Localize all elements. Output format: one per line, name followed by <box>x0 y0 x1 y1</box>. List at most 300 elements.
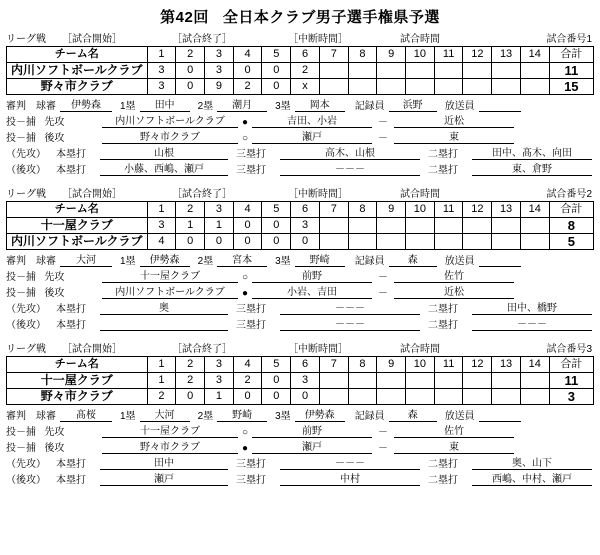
inning-score: 0 <box>262 63 291 79</box>
inning-score: 0 <box>176 234 205 250</box>
triple-label: 三塁打 <box>236 320 266 331</box>
inning-score: 3 <box>147 218 176 234</box>
inning-score <box>463 63 492 79</box>
catcher-name: 近松 <box>394 283 514 299</box>
battery-label: 投－捕 先攻 <box>6 272 65 283</box>
col-inning-2: 2 <box>176 202 205 218</box>
triple-value: －－－ <box>280 160 420 176</box>
base3-value: 野崎 <box>295 251 345 267</box>
inning-score <box>463 389 492 405</box>
battery-dash: － <box>378 117 388 128</box>
col-inning-7: 7 <box>319 202 348 218</box>
hits-row-first-1 <box>6 144 594 160</box>
triple-value: －－－ <box>280 454 420 470</box>
scorer-label: 記録員 <box>354 411 385 422</box>
stop-time-label: ［中断時間］ <box>288 344 348 355</box>
col-inning-10: 10 <box>406 357 435 373</box>
col-inning-3: 3 <box>205 47 234 63</box>
triple-label: 三塁打 <box>236 304 266 315</box>
inning-score: 3 <box>291 373 320 389</box>
inning-score: 3 <box>147 79 176 95</box>
col-inning-3: 3 <box>205 202 234 218</box>
inning-score: 0 <box>205 234 234 250</box>
homerun-value: 奥 <box>100 299 228 315</box>
inning-score: 0 <box>176 389 205 405</box>
homerun-value: 山根 <box>100 144 228 160</box>
inning-score <box>463 79 492 95</box>
battery-row-second-1 <box>6 128 594 144</box>
catcher-name: 近松 <box>394 112 514 128</box>
team-name: 十一屋クラブ <box>7 373 148 389</box>
inning-score: 0 <box>262 389 291 405</box>
inning-score: 0 <box>262 218 291 234</box>
inning-score: 2 <box>291 63 320 79</box>
inning-score <box>492 234 521 250</box>
battery-mark: ● <box>241 117 249 128</box>
battery-mark: ○ <box>241 272 249 283</box>
battery-dash: － <box>378 272 388 283</box>
col-inning-11: 11 <box>434 47 463 63</box>
col-inning-12: 12 <box>463 47 492 63</box>
col-inning-13: 13 <box>492 202 521 218</box>
game-block-1 <box>6 31 594 176</box>
battery-team: 十一屋クラブ <box>102 267 238 283</box>
col-inning-11: 11 <box>434 202 463 218</box>
battery-team: 十一屋クラブ <box>102 422 238 438</box>
inning-score <box>377 218 406 234</box>
inning-score: 3 <box>205 373 234 389</box>
umpire-label: 審判 <box>6 101 26 112</box>
battery-mark: ○ <box>241 133 249 144</box>
homerun-label: 本塁打 <box>56 304 86 315</box>
inning-score <box>492 373 521 389</box>
base1-value: 大河 <box>140 406 190 422</box>
table-header-row <box>7 47 594 63</box>
league-label: リーグ戦 <box>6 344 46 355</box>
inning-score: 2 <box>233 79 262 95</box>
double-value: 東、倉野 <box>472 160 592 176</box>
broadcast-label: 放送員 <box>444 101 475 112</box>
inning-score <box>377 234 406 250</box>
homerun-value: 田中 <box>100 454 228 470</box>
col-inning-10: 10 <box>406 47 435 63</box>
triple-value: 中村 <box>280 470 420 486</box>
game-header-2 <box>6 186 594 200</box>
col-inning-2: 2 <box>176 357 205 373</box>
pitcher-name: 前野 <box>252 422 372 438</box>
hits-row-second-2 <box>6 315 594 331</box>
team-name: 野々市クラブ <box>7 79 148 95</box>
battery-dash: － <box>378 427 388 438</box>
ball-umpire-label: 球審 <box>36 101 56 112</box>
battery-team: 野々市クラブ <box>102 128 238 144</box>
ball-umpire-value: 髙桜 <box>60 406 112 422</box>
inning-score <box>348 234 377 250</box>
start-time-label: ［試合開始］ <box>62 189 122 200</box>
col-inning-8: 8 <box>348 357 377 373</box>
double-label: 二塁打 <box>428 459 458 470</box>
col-inning-1: 1 <box>147 47 176 63</box>
col-inning-5: 5 <box>262 202 291 218</box>
battery-team: 野々市クラブ <box>102 438 238 454</box>
col-team-name: チーム名 <box>7 47 148 63</box>
battery-dash: － <box>378 288 388 299</box>
inning-score <box>406 79 435 95</box>
total-score: 8 <box>549 218 593 234</box>
start-time-label: ［試合開始］ <box>62 344 122 355</box>
total-score: 5 <box>549 234 593 250</box>
col-inning-1: 1 <box>147 202 176 218</box>
col-inning-5: 5 <box>262 47 291 63</box>
catcher-name: 東 <box>394 128 514 144</box>
double-label: 二塁打 <box>428 320 458 331</box>
base2-label: 2塁 <box>197 101 214 112</box>
inning-score: 0 <box>176 79 205 95</box>
inning-score: 2 <box>147 389 176 405</box>
base1-label: 1塁 <box>120 411 136 422</box>
game-header-1 <box>6 31 594 45</box>
inning-score <box>434 373 463 389</box>
col-inning-4: 4 <box>233 202 262 218</box>
officials-row-2 <box>6 251 594 267</box>
inning-score <box>319 79 348 95</box>
stop-time-label: ［中断時間］ <box>288 189 348 200</box>
catcher-name: 東 <box>394 438 514 454</box>
inning-score: 0 <box>233 63 262 79</box>
hits-row-first-2 <box>6 299 594 315</box>
base3-label: 3塁 <box>275 411 291 422</box>
battery-row-first-1 <box>6 112 594 128</box>
col-inning-11: 11 <box>434 357 463 373</box>
officials-row-1 <box>6 96 594 112</box>
hits-side: （後攻） <box>6 320 46 331</box>
scorer-value: 森 <box>389 251 437 267</box>
base1-value: 田中 <box>140 96 190 112</box>
inning-score: 0 <box>262 234 291 250</box>
inning-score <box>348 373 377 389</box>
col-inning-10: 10 <box>406 202 435 218</box>
inning-score: 4 <box>147 234 176 250</box>
col-inning-1: 1 <box>147 357 176 373</box>
inning-score <box>348 63 377 79</box>
pitcher-name: 瀬戸 <box>252 438 372 454</box>
inning-score <box>377 63 406 79</box>
hits-row-first-3 <box>6 454 594 470</box>
double-label: 二塁打 <box>428 165 458 176</box>
base2-value: 潮月 <box>217 96 267 112</box>
homerun-value: 小藤、西嶋、瀬戸 <box>100 160 228 176</box>
col-inning-9: 9 <box>377 202 406 218</box>
end-time-label: ［試合終了］ <box>172 34 232 45</box>
col-inning-14: 14 <box>520 202 549 218</box>
game-block-2 <box>6 186 594 331</box>
battery-dash: － <box>378 443 388 454</box>
score-table-2 <box>6 201 594 250</box>
league-label: リーグ戦 <box>6 34 46 45</box>
col-inning-7: 7 <box>319 47 348 63</box>
col-inning-4: 4 <box>233 357 262 373</box>
col-team-name: チーム名 <box>7 357 148 373</box>
inning-score <box>520 389 549 405</box>
end-time-label: ［試合終了］ <box>172 189 232 200</box>
inning-score <box>492 63 521 79</box>
total-score: 3 <box>549 389 593 405</box>
inning-score: 0 <box>233 234 262 250</box>
inning-score <box>463 234 492 250</box>
table-row <box>7 234 594 250</box>
table-row <box>7 389 594 405</box>
game-time-label: 試合時間 <box>400 34 440 45</box>
game-number-2: 試合番号2 <box>546 189 592 200</box>
team-name: 内川ソフトボールクラブ <box>7 234 148 250</box>
base3-label: 3塁 <box>275 101 291 112</box>
homerun-label: 本塁打 <box>56 165 86 176</box>
catcher-name: 佐竹 <box>394 267 514 283</box>
inning-score <box>406 63 435 79</box>
league-label: リーグ戦 <box>6 189 46 200</box>
col-inning-9: 9 <box>377 47 406 63</box>
triple-value: －－－ <box>280 315 420 331</box>
double-label: 二塁打 <box>428 475 458 486</box>
team-name: 野々市クラブ <box>7 389 148 405</box>
inning-score <box>492 79 521 95</box>
battery-label: 投－捕 後攻 <box>6 288 65 299</box>
inning-score <box>520 373 549 389</box>
inning-score <box>520 79 549 95</box>
col-total: 合計 <box>549 357 593 373</box>
battery-team: 内川ソフトボールクラブ <box>102 112 238 128</box>
double-value: 西嶋、中村、瀬戸 <box>472 470 592 486</box>
battery-label: 投－捕 先攻 <box>6 427 65 438</box>
title-number: 第42回 <box>160 9 209 26</box>
col-inning-3: 3 <box>205 357 234 373</box>
double-value: 田中、髙木、向田 <box>472 144 592 160</box>
col-inning-7: 7 <box>319 357 348 373</box>
inning-score <box>348 218 377 234</box>
base2-label: 2塁 <box>197 256 214 267</box>
game-number-1: 試合番号1 <box>546 34 592 45</box>
base2-value: 宮本 <box>217 251 267 267</box>
score-table-1 <box>6 46 594 95</box>
inning-score: x <box>291 79 320 95</box>
table-header-row <box>7 357 594 373</box>
base1-value: 伊勢森 <box>140 251 190 267</box>
umpire-label: 審判 <box>6 411 26 422</box>
homerun-label: 本塁打 <box>56 475 86 486</box>
inning-score <box>406 389 435 405</box>
inning-score <box>520 218 549 234</box>
inning-score <box>463 373 492 389</box>
total-score: 15 <box>549 79 593 95</box>
hits-side: （後攻） <box>6 475 46 486</box>
ball-umpire-value: 伊勢森 <box>60 96 112 112</box>
stop-time-label: ［中断時間］ <box>288 34 348 45</box>
inning-score: 1 <box>176 218 205 234</box>
ball-umpire-label: 球審 <box>36 411 56 422</box>
inning-score: 0 <box>233 389 262 405</box>
scorer-value: 森 <box>389 406 437 422</box>
pitcher-name: 小岩、吉田 <box>252 283 372 299</box>
inning-score: 2 <box>233 373 262 389</box>
inning-score: 0 <box>262 79 291 95</box>
col-inning-9: 9 <box>377 357 406 373</box>
score-table-3 <box>6 356 594 405</box>
triple-value: －－－ <box>280 299 420 315</box>
broadcast-label: 放送員 <box>444 411 475 422</box>
inning-score <box>492 389 521 405</box>
col-inning-12: 12 <box>463 357 492 373</box>
officials-row-3 <box>6 406 594 422</box>
scorer-label: 記録員 <box>354 101 385 112</box>
battery-row-second-3 <box>6 438 594 454</box>
battery-row-first-3 <box>6 422 594 438</box>
hits-side: （先攻） <box>6 149 46 160</box>
col-inning-12: 12 <box>463 202 492 218</box>
base2-value: 野崎 <box>217 406 267 422</box>
page-title <box>6 0 594 31</box>
inning-score <box>319 234 348 250</box>
hits-row-second-3 <box>6 470 594 486</box>
inning-score: 3 <box>147 63 176 79</box>
double-label: 二塁打 <box>428 304 458 315</box>
battery-label: 投－捕 後攻 <box>6 443 65 454</box>
base3-value: 岡本 <box>295 96 345 112</box>
end-time-label: ［試合終了］ <box>172 344 232 355</box>
table-row <box>7 373 594 389</box>
col-inning-8: 8 <box>348 202 377 218</box>
inning-score <box>348 389 377 405</box>
inning-score <box>319 63 348 79</box>
inning-score <box>434 234 463 250</box>
inning-score <box>319 389 348 405</box>
homerun-label: 本塁打 <box>56 149 86 160</box>
col-total: 合計 <box>549 202 593 218</box>
table-header-row <box>7 202 594 218</box>
homerun-value <box>100 330 228 331</box>
battery-label: 投－捕 先攻 <box>6 117 65 128</box>
col-inning-5: 5 <box>262 357 291 373</box>
battery-team: 内川ソフトボールクラブ <box>102 283 238 299</box>
team-name: 十一屋クラブ <box>7 218 148 234</box>
col-inning-13: 13 <box>492 47 521 63</box>
inning-score <box>319 218 348 234</box>
inning-score <box>377 373 406 389</box>
inning-score <box>520 234 549 250</box>
triple-value: 高木、山根 <box>280 144 420 160</box>
hits-row-second-1 <box>6 160 594 176</box>
game-block-3 <box>6 341 594 486</box>
base3-value: 伊勢森 <box>295 406 345 422</box>
col-inning-14: 14 <box>520 47 549 63</box>
inning-score: 1 <box>147 373 176 389</box>
team-name: 内川ソフトボールクラブ <box>7 63 148 79</box>
inning-score: 0 <box>233 218 262 234</box>
inning-score <box>463 218 492 234</box>
inning-score: 2 <box>176 373 205 389</box>
col-inning-14: 14 <box>520 357 549 373</box>
triple-label: 三塁打 <box>236 459 266 470</box>
pitcher-name: 吉田、小岩 <box>252 112 372 128</box>
scorer-label: 記録員 <box>354 256 385 267</box>
inning-score <box>520 63 549 79</box>
inning-score <box>434 389 463 405</box>
battery-mark: ● <box>241 443 249 454</box>
game-number-3: 試合番号3 <box>546 344 592 355</box>
battery-label: 投－捕 後攻 <box>6 133 65 144</box>
homerun-label: 本塁打 <box>56 320 86 331</box>
scorer-value: 浜野 <box>389 96 437 112</box>
battery-dash: － <box>378 133 388 144</box>
base1-label: 1塁 <box>120 101 136 112</box>
inning-score <box>319 373 348 389</box>
game-time-label: 試合時間 <box>400 344 440 355</box>
inning-score: 9 <box>205 79 234 95</box>
col-inning-8: 8 <box>348 47 377 63</box>
base1-label: 1塁 <box>120 256 136 267</box>
inning-score: 0 <box>291 389 320 405</box>
inning-score <box>377 389 406 405</box>
total-score: 11 <box>549 373 593 389</box>
col-inning-6: 6 <box>291 202 320 218</box>
hits-side: （先攻） <box>6 459 46 470</box>
col-total: 合計 <box>549 47 593 63</box>
hits-side: （先攻） <box>6 304 46 315</box>
pitcher-name: 前野 <box>252 267 372 283</box>
col-inning-2: 2 <box>176 47 205 63</box>
battery-mark: ● <box>241 288 249 299</box>
inning-score <box>348 79 377 95</box>
inning-score: 1 <box>205 389 234 405</box>
game-time-label: 試合時間 <box>400 189 440 200</box>
base2-label: 2塁 <box>197 411 214 422</box>
inning-score: 0 <box>262 373 291 389</box>
double-value: －－－ <box>472 315 592 331</box>
inning-score: 3 <box>291 218 320 234</box>
triple-label: 三塁打 <box>236 149 266 160</box>
triple-label: 三塁打 <box>236 475 266 486</box>
battery-mark: ○ <box>241 427 249 438</box>
inning-score: 0 <box>291 234 320 250</box>
double-value: 奥、山下 <box>472 454 592 470</box>
base3-label: 3塁 <box>275 256 291 267</box>
inning-score <box>434 218 463 234</box>
battery-row-second-2 <box>6 283 594 299</box>
ball-umpire-label: 球審 <box>36 256 56 267</box>
battery-row-first-2 <box>6 267 594 283</box>
inning-score <box>492 218 521 234</box>
game-header-3 <box>6 341 594 355</box>
double-label: 二塁打 <box>428 149 458 160</box>
catcher-name: 佐竹 <box>394 422 514 438</box>
table-row <box>7 79 594 95</box>
inning-score: 1 <box>205 218 234 234</box>
ball-umpire-value: 大河 <box>60 251 112 267</box>
col-inning-6: 6 <box>291 47 320 63</box>
inning-score <box>406 218 435 234</box>
col-inning-4: 4 <box>233 47 262 63</box>
inning-score <box>434 63 463 79</box>
total-score: 11 <box>549 63 593 79</box>
col-team-name: チーム名 <box>7 202 148 218</box>
umpire-label: 審判 <box>6 256 26 267</box>
title-text: 全日本クラブ男子選手権県予選 <box>222 9 440 26</box>
inning-score <box>406 373 435 389</box>
table-row <box>7 218 594 234</box>
double-value: 田中、橋野 <box>472 299 592 315</box>
pitcher-name: 瀬戸 <box>252 128 372 144</box>
hits-side: （後攻） <box>6 165 46 176</box>
start-time-label: ［試合開始］ <box>62 34 122 45</box>
